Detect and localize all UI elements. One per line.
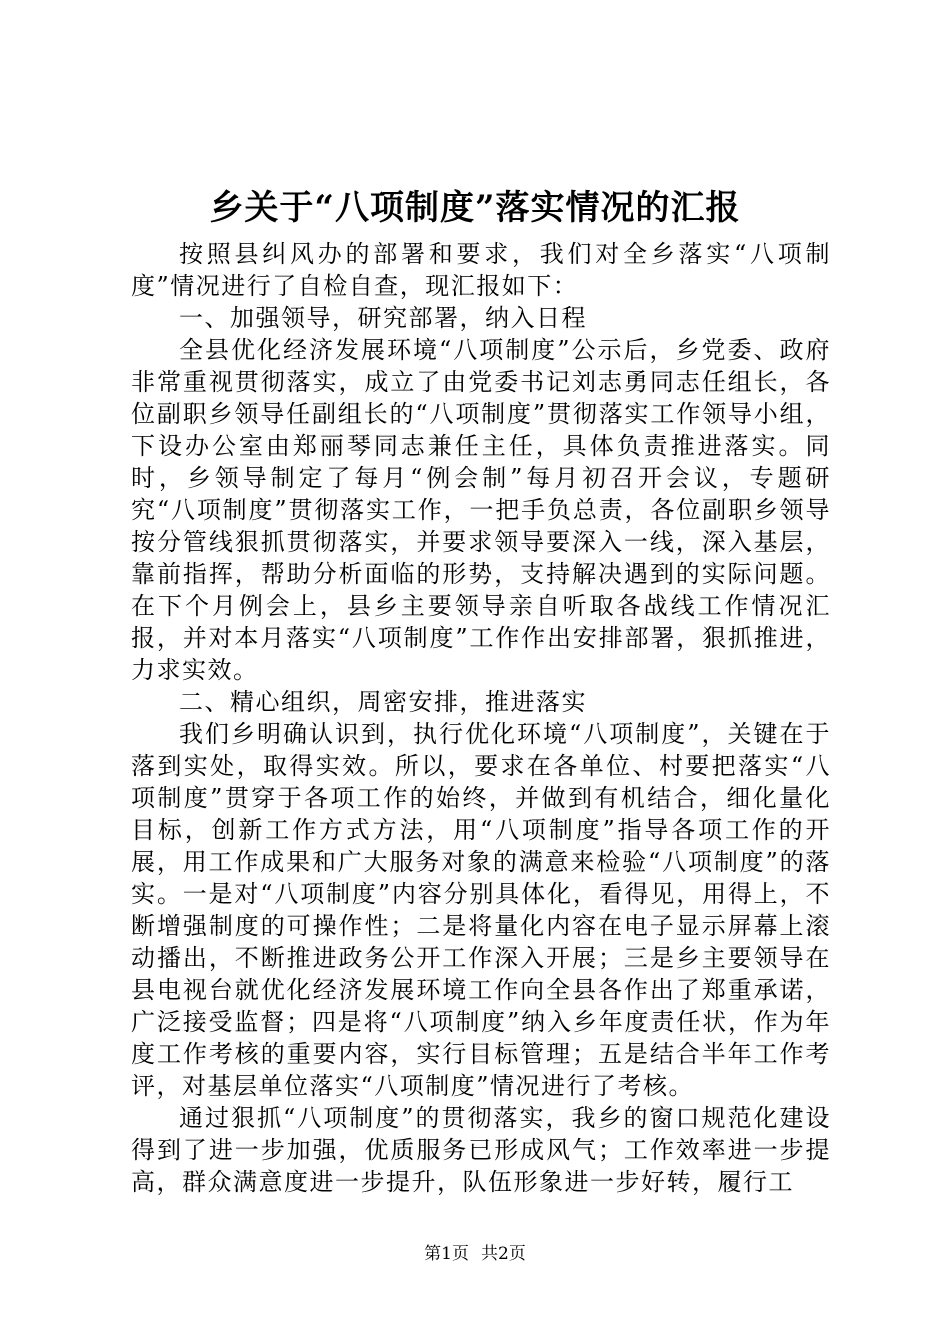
page-number: 第1页 — [424, 1244, 469, 1264]
results-paragraph: 通过狠抓“八项制度”的贯彻落实，我乡的窗口规范化建设得到了进一步加强，优质服务已形成风气；工作效率进一步提高，群众满意度进一步提升，队伍形象进一步好转，履行工 — [131, 1104, 831, 1196]
document-body — [131, 238, 831, 1198]
page-total: 共2页 — [481, 1244, 526, 1264]
section-heading-2: 二、精心组织，周密安排，推进落实 — [179, 688, 587, 716]
document-title: 乡关于“八项制度”落实情况的汇报 — [209, 188, 741, 228]
section-2-paragraph: 我们乡明确认识到，执行优化环境“八项制度”，关键在于落到实处，取得实效。所以，要求在各单位、村要把落实“八项制度”贯穿于各项工作的始终，并做到有机结合，细化量化目标，创新工作方式方法，用“八项制度”指导各项工作的开展，用工作成果和广大服务对象的满意来检验“八项制度”的落实。一是对“八项制度”内容分别具体化，看得见，用得上，不断增强制度的可操作性；二是将量化内容在电子显示屏幕上滚动播出，不断推进政务公开工作深入开展；三是乡主要领导在县电视台就优化经济发展环境工作向全县各作出了郑重承诺，广泛接受监督；四是将“八项制度”纳入乡年度责任状，作为年度工作考核的重要内容，实行目标管理；五是结合半年工作考评，对基层单位落实“八项制度”情况进行了考核。 — [131, 720, 831, 1100]
page-footer — [0, 1243, 950, 1265]
section-1-paragraph: 全县优化经济发展环境“八项制度”公示后，乡党委、政府非常重视贯彻落实，成立了由党委书记刘志勇同志任组长，各位副职乡领导任副组长的“八项制度”贯彻落实工作领导小组，下设办公室由郑丽琴同志兼任主任，具体负责推进落实。同时，乡领导制定了每月“例会制”每月初召开会议，专题研究“八项制度”贯彻落实工作，一把手负总责，各位副职乡领导按分管线狠抓贯彻落实，并要求领导要深入一线，深入基层，靠前指挥，帮助分析面临的形势，支持解决遇到的实际问题。在下个月例会上，县乡主要领导亲自听取各战线工作情况汇报，并对本月落实“八项制度”工作作出安排部署，狠抓推进，力求实效。 — [131, 336, 831, 684]
section-heading-1: 一、加强领导，研究部署，纳入日程 — [179, 304, 587, 332]
intro-paragraph: 按照县纠风办的部署和要求，我们对全乡落实“八项制度”情况进行了自检自查，现汇报如下： — [131, 240, 831, 300]
